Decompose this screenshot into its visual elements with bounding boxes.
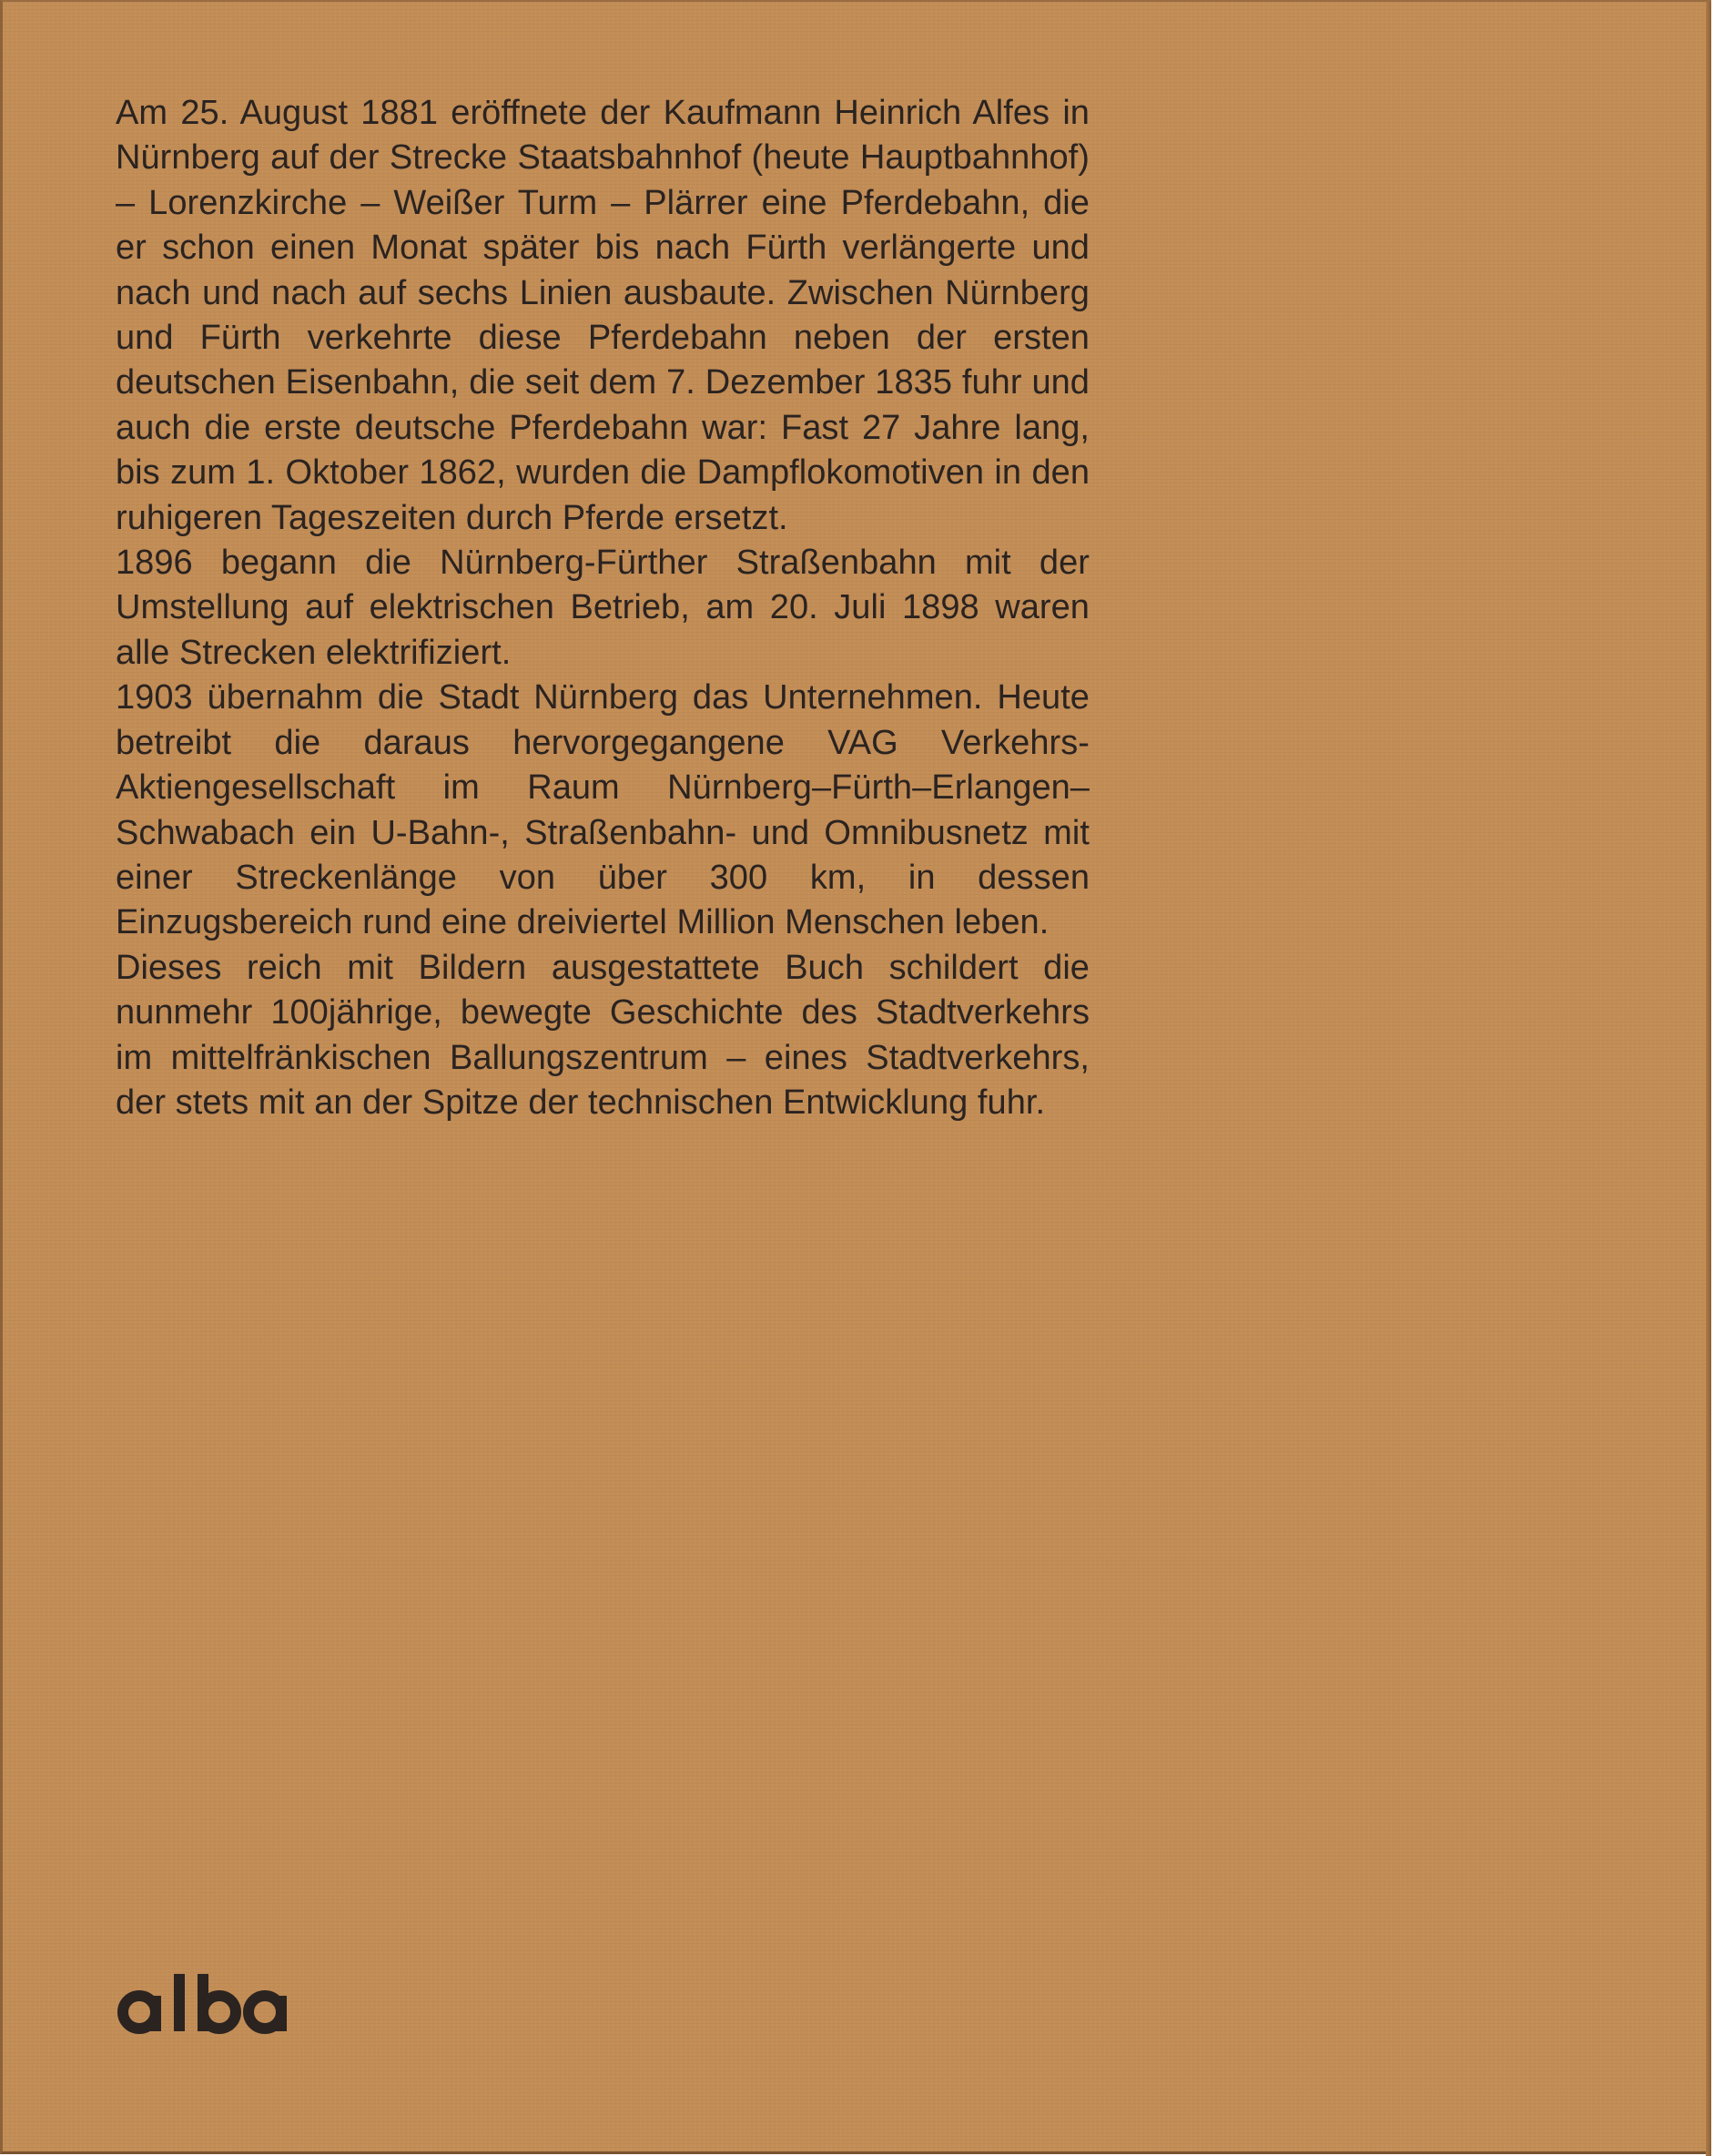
blurb-paragraph-3: 1903 übernahm die Stadt Nürnberg das Unternehmen. Heute betreibt die daraus hervorgegangene VAG Verkehrs-Aktiengesellschaft im Raum Nürnberg–Fürth–Erlangen–Schwabach ein U-Bahn-, Straßenbahn- und Omnibusnetz mit einer Streckenlänge von über 300 km, in dessen Einzugsbereich rund eine dreiviertel Million Menschen leben.: [116, 678, 1090, 942]
cover-edge: [1706, 2, 1711, 2156]
blurb-paragraph-4: Dieses reich mit Bildern ausgestattete Buch schildert die nunmehr 100jährige, bewegte Geschichte des Stadtverkehrs im mittelfränkischen Ballungszentrum – eines Stadtverkehrs, der stets mit an der Spitze der technischen Entwicklung fuhr.: [116, 948, 1090, 1122]
blurb-paragraph-2: 1896 begann die Nürnberg-Fürther Straßenbahn mit der Umstellung auf elektrischen Betrieb, am 20. Juli 1898 waren alle Strecken elektrifiziert.: [116, 544, 1090, 672]
blurb-paragraph-1: Am 25. August 1881 eröffnete der Kaufmann Heinrich Alfes in Nürnberg auf der Strecke Staatsbahnhof (heute Hauptbahnhof) – Lorenzkirche – Weißer Turm – Plärrer eine Pferdebahn, die er schon einen Monat später bis nach Fürth verlängerte und nach und nach auf sechs Linien ausbaute. Zwischen Nürnberg und Fürth verkehrte diese Pferdebahn neben der ersten deutschen Eisenbahn, die seit dem 7. Dezember 1835 fuhr und auch die erste deutsche Pferdebahn war: Fast 27 Jahre lang, bis zum 1. Oktober 1862, wurden die Dampflokomotiven in den ruhigeren Tageszeiten durch Pferde ersetzt.: [116, 94, 1090, 537]
blurb-text: [116, 91, 1090, 1125]
alba-logo: [114, 1968, 307, 2038]
